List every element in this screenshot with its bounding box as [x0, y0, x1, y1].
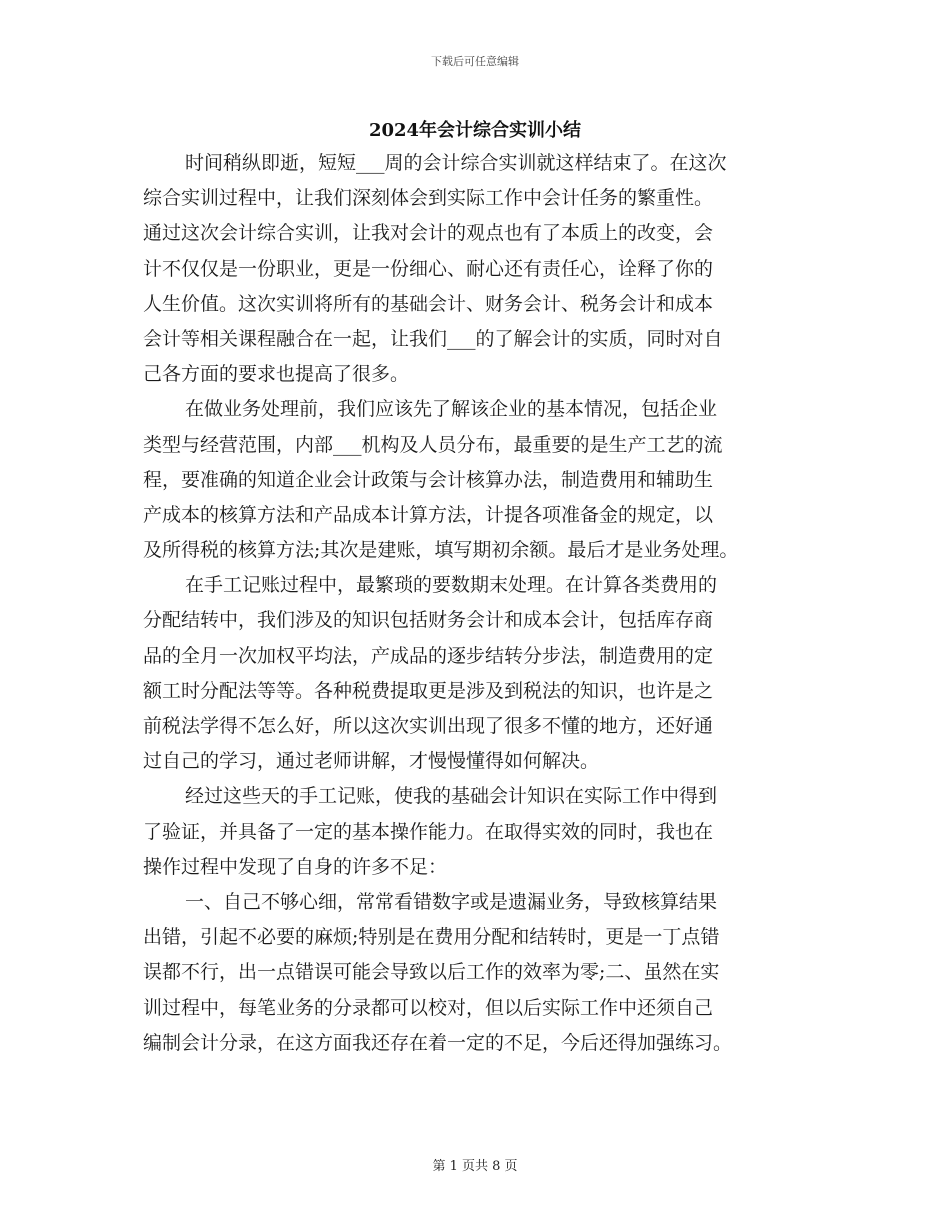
- text-line: 己各方面的要求也提高了很多。: [143, 363, 410, 386]
- document-title: 2024年会计综合实训小结: [368, 120, 582, 141]
- text-line: 了验证，并具备了一定的基本操作能力。在取得实效的同时，我也在: [143, 820, 714, 843]
- document-body: [143, 146, 823, 1061]
- text-line: 会计等相关课程融合在一起，让我们___的了解会计的实质，同时对自: [143, 327, 723, 350]
- text-line: 出错，引起不必要的麻烦;特别是在费用分配和结转时，更是一丁点错: [143, 926, 720, 949]
- text-line: 一、自己不够心细，常常看错数字或是遗漏业务，导致核算结果: [185, 890, 718, 913]
- text-line: 类型与经营范围，内部___机构及人员分布，最重要的是生产工艺的流: [143, 433, 723, 456]
- text-line: 综合实训过程中，让我们深刻体会到实际工作中会计任务的繁重性。: [143, 187, 714, 210]
- text-line: 额工时分配法等等。各种税费提取更是涉及到税法的知识，也许是之: [143, 679, 714, 702]
- text-line: 经过这些天的手工记账，使我的基础会计知识在实际工作中得到: [185, 785, 718, 808]
- text-line: 程，要准确的知道企业会计政策与会计核算办法，制造费用和辅助生: [143, 468, 714, 491]
- text-line: 操作过程中发现了自身的许多不足：: [143, 855, 448, 878]
- header-note: 下载后可任意编辑: [431, 55, 519, 68]
- text-line: 在手工记账过程中，最繁琐的要数期末处理。在计算各类费用的: [185, 574, 718, 597]
- text-line: 及所得税的核算方法;其次是建账，填写期初余额。最后才是业务处理。: [143, 539, 739, 562]
- text-line: 时间稍纵即逝，短短___周的会计综合实训就这样结束了。在这次: [185, 152, 727, 174]
- text-line: 计不仅仅是一份职业，更是一份细心、耐心还有责任心，诠释了你的: [143, 257, 714, 280]
- page-footer: 第 1 页共 8 页: [432, 1159, 518, 1174]
- text-line: 品的全月一次加权平均法，产成品的逐步结转分步法，制造费用的定: [143, 644, 714, 667]
- text-line: 训过程中，每笔业务的分录都可以校对，但以后实际工作中还须自己: [143, 996, 714, 1019]
- text-line: 通过这次会计综合实训，让我对会计的观点也有了本质上的改变，会: [143, 222, 714, 245]
- text-line: 过自己的学习，通过老师讲解，才慢慢懂得如何解决。: [143, 750, 600, 773]
- text-line: 误都不行，出一点错误可能会导致以后工作的效率为零;二、虽然在实: [143, 961, 720, 984]
- text-line: 在做业务处理前，我们应该先了解该企业的基本情况，包括企业: [185, 398, 718, 421]
- text-line: 前税法学得不怎么好，所以这次实训出现了很多不懂的地方，还好通: [143, 715, 714, 737]
- text-line: 人生价值。这次实训将所有的基础会计、财务会计、税务会计和成本: [143, 292, 714, 315]
- text-line: 编制会计分录，在这方面我还存在着一定的不足，今后还得加强练习。: [143, 1031, 733, 1054]
- text-line: 产成本的核算方法和产品成本计算方法，计提各项准备金的规定，以: [143, 503, 714, 526]
- text-line: 分配结转中，我们涉及的知识包括财务会计和成本会计，包括库存商: [143, 609, 714, 632]
